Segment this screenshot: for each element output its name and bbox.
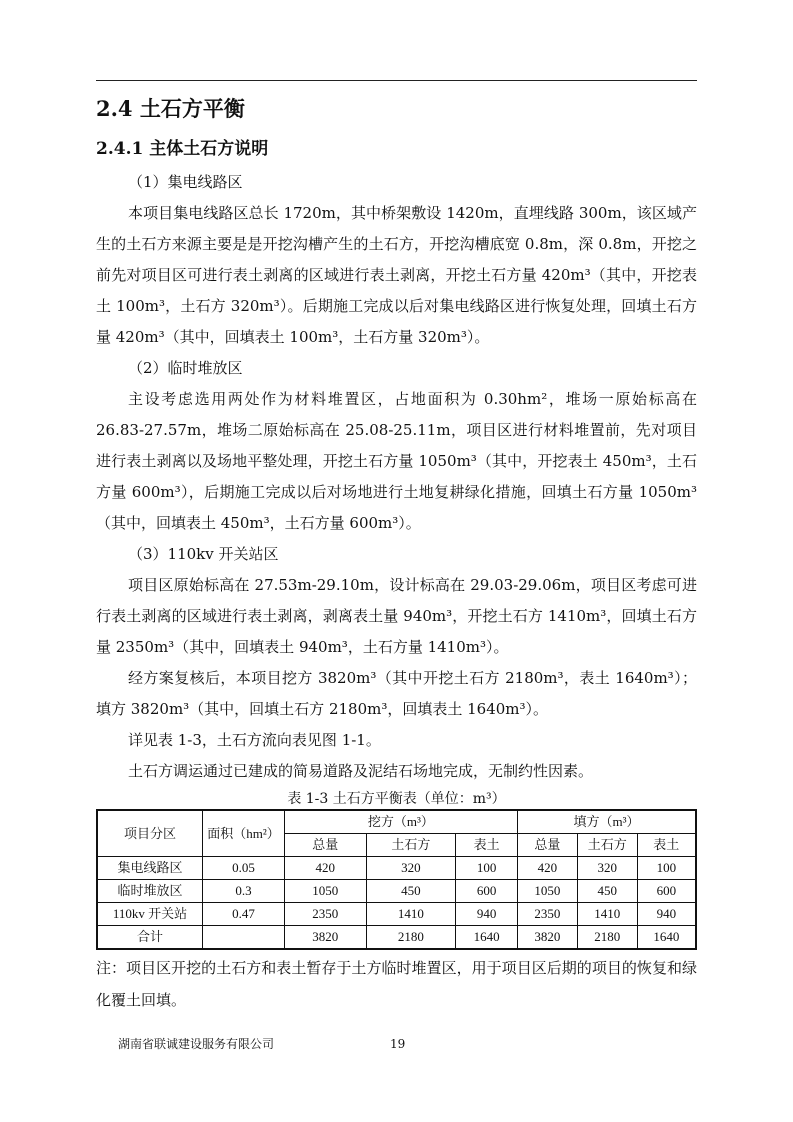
table-cell: 2350 xyxy=(518,903,578,926)
table-caption: 表 1-3 土石方平衡表（单位：m³） xyxy=(287,791,506,807)
table-row xyxy=(97,903,696,926)
table-cell: 集电线路区 xyxy=(97,857,203,880)
subheader-cell: 土石方 xyxy=(577,834,637,857)
header-fill: 填方（m³） xyxy=(518,810,697,834)
subheader-cell: 表土 xyxy=(637,834,696,857)
table-cell xyxy=(203,926,285,950)
table-cell: 1410 xyxy=(577,903,637,926)
table-cell: 320 xyxy=(577,857,637,880)
table-cell: 1640 xyxy=(637,926,696,950)
page-number: 19 xyxy=(390,1037,406,1051)
table-cell: 临时堆放区 xyxy=(97,880,203,903)
table-cell: 1640 xyxy=(456,926,518,950)
table-cell: 100 xyxy=(456,857,518,880)
table-row xyxy=(97,880,696,903)
header-cut: 挖方（m³） xyxy=(284,810,517,834)
table-cell: 940 xyxy=(456,903,518,926)
table-cell: 450 xyxy=(366,880,456,903)
document-page xyxy=(96,0,697,1056)
table-cell: 420 xyxy=(518,857,578,880)
header-rule xyxy=(96,80,697,81)
table-cell: 110kv 开关站 xyxy=(97,903,203,926)
table-cell: 600 xyxy=(456,880,518,903)
header-area: 面积（hm²） xyxy=(203,810,285,857)
earthwork-balance-table xyxy=(96,809,697,950)
paragraph: 详见表 1-3，土石方流向表见图 1-1。 xyxy=(128,731,381,749)
table-cell: 420 xyxy=(284,857,366,880)
table-cell: 1050 xyxy=(284,880,366,903)
table-cell: 940 xyxy=(637,903,696,926)
section-heading: 2.4 土石方平衡 xyxy=(96,96,245,121)
paragraph: （2）临时堆放区 xyxy=(128,359,243,377)
table-cell: 100 xyxy=(637,857,696,880)
table-cell: 0.47 xyxy=(203,903,285,926)
table-cell: 450 xyxy=(577,880,637,903)
paragraph: 经方案复核后，本项目挖方 3820m³（其中开挖土石方 2180m³，表土 1640m³）；填方 3820m³（其中，回填土石方 2180m³，回填表土 1640m³）。 xyxy=(96,669,697,718)
subheader-cell: 土石方 xyxy=(366,834,456,857)
paragraph: 项目区原始标高在 27.53m-29.10m，设计标高在 29.03-29.06m，项目区考虑可进行表土剥离的区域进行表土剥离，剥离表土量 940m³，开挖土石方 1410m³，回填土石方量 2350m³（其中，回填表土 940m³，土石方量 1410m³）。 xyxy=(96,576,697,656)
table-note: 注：项目区开挖的土石方和表土暂存于土方临时堆置区，用于项目区后期的项目的恢复和绿化覆土回填。 xyxy=(96,959,697,1009)
paragraph: （3）110kv 开关站区 xyxy=(128,545,279,563)
table-cell: 600 xyxy=(637,880,696,903)
footer-company: 湖南省联诚建设服务有限公司 xyxy=(118,1037,275,1051)
table-cell: 320 xyxy=(366,857,456,880)
table-cell: 1050 xyxy=(518,880,578,903)
paragraph: 主设考虑选用两处作为材料堆置区，占地面积为 0.30hm²，堆场一原始标高在 26.83-27.57m，堆场二原始标高在 25.08-25.11m，项目区进行材料堆置前，先对项目进行表土剥离以及场地平整处理，开挖土石方量 1050m³（其中，开挖表土 450m³，土石方量 600m³），后期施工完成以后对场地进行土地复耕绿化措施，回填土石方量 1050m³（其中，回填表土 450m³，土石方量 600m³）。 xyxy=(96,390,697,532)
subheader-cell: 表土 xyxy=(456,834,518,857)
body-text xyxy=(96,167,697,787)
table-cell: 0.05 xyxy=(203,857,285,880)
table-cell: 3820 xyxy=(518,926,578,950)
table-cell: 2180 xyxy=(366,926,456,950)
subsection-heading: 2.4.1 主体土石方说明 xyxy=(96,139,269,159)
subheader-cell: 总量 xyxy=(284,834,366,857)
subheader-cell: 总量 xyxy=(518,834,578,857)
table-row xyxy=(97,857,696,880)
table-cell: 0.3 xyxy=(203,880,285,903)
page-footer xyxy=(96,1036,697,1056)
table-cell: 2350 xyxy=(284,903,366,926)
paragraph: 本项目集电线路区总长 1720m，其中桥架敷设 1420m，直埋线路 300m，该区域产生的土石方来源主要是是开挖沟槽产生的土石方，开挖沟槽底宽 0.8m，深 0.8m，开挖之前先对项目区可进行表土剥离的区域进行表土剥离，开挖土石方量 420m³（其中，开挖表土 100m³，土石方 320m³）。后期施工完成以后对集电线路区进行恢复处理，回填土石方量 420m³（其中，回填表土 100m³，土石方量 320m³）。 xyxy=(96,204,697,346)
table-cell: 3820 xyxy=(284,926,366,950)
table-cell: 1410 xyxy=(366,903,456,926)
paragraph: 土石方调运通过已建成的简易道路及泥结石场地完成，无制约性因素。 xyxy=(128,762,594,780)
paragraph: （1）集电线路区 xyxy=(128,173,243,191)
table-cell: 2180 xyxy=(577,926,637,950)
header-zone: 项目分区 xyxy=(97,810,203,857)
table-cell: 合计 xyxy=(97,926,203,950)
table-row xyxy=(97,926,696,950)
